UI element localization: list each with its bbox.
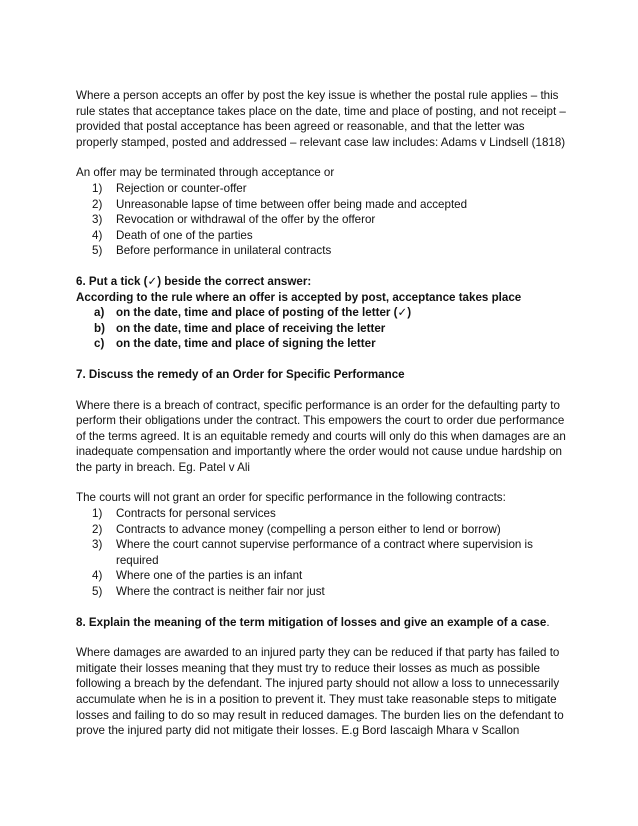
specific-performance-intro: The courts will not grant an order for specific performance in the following contracts:	[76, 491, 506, 505]
option-c: c) on the date, time and place of signing the letter	[94, 337, 376, 351]
list-item: 3) Where the court cannot supervise performance of a contract where supervision is required	[92, 538, 533, 567]
list-item: 2) Unreasonable lapse of time between offer being made and accepted	[92, 197, 468, 211]
question-6-options	[76, 305, 566, 352]
list-item: 4) Where one of the parties is an infant	[92, 569, 303, 583]
question-7-title: 7. Discuss the remedy of an Order for Specific Performance	[76, 367, 405, 381]
document-page	[76, 88, 566, 739]
option-a: a) on the date, time and place of posting of the letter (✓)	[94, 306, 412, 320]
specific-performance-list	[76, 506, 566, 600]
question-6-title: 6. Put a tick (✓) beside the correct answer:	[76, 274, 312, 288]
list-item: 1) Rejection or counter-offer	[92, 181, 247, 195]
question-6-stem: According to the rule where an offer is accepted by post, acceptance takes place	[76, 290, 522, 304]
option-b: b) on the date, time and place of receiving the letter	[94, 321, 386, 335]
postal-rule-paragraph: Where a person accepts an offer by post the key issue is whether the postal rule applies – this rule states that acceptance takes place on the date, time and place of posting, and not receipt – provided that postal acceptance has been agreed or reasonable, and that the letter was properly stamped, posted and addressed – relevant case law includes: Adams v Lindsell (1818)	[76, 89, 566, 149]
list-item: 4) Death of one of the parties	[92, 228, 253, 242]
list-item: 2) Contracts to advance money (compelling a person either to lend or borrow)	[92, 522, 501, 536]
list-item: 5) Before performance in unilateral contracts	[92, 244, 332, 258]
termination-intro: An offer may be terminated through acceptance or	[76, 166, 335, 180]
specific-performance-paragraph: Where there is a breach of contract, specific performance is an order for the defaulting party to perform their obligations under the contract. This empowers the court to order due performance of the terms agreed. It is an equitable remedy and courts will only do this when damages are an inadequate compensation and importantly where the order would not cause undue hardship on the party in breach. Eg. Patel v Ali	[76, 398, 566, 474]
question-8-title: 8. Explain the meaning of the term mitigation of losses and give an example of a case.	[76, 615, 550, 629]
list-item: 1) Contracts for personal services	[92, 507, 276, 521]
list-item: 5) Where the contract is neither fair nor just	[92, 585, 325, 599]
mitigation-paragraph: Where damages are awarded to an injured party they can be reduced if that party has failed to mitigate their losses meaning that they must try to reduce their losses as much as possible following a breach by the defendant. The injured party should not allow a loss to unnecessarily accumulate when he is in a position to prevent it. They must take reasonable steps to mitigate losses and failing to do so may result in reduced damages. The burden lies on the defendant to prove the injured party did not mitigate their losses. E.g Bord Iascaigh Mhara v Scallon	[76, 646, 564, 738]
termination-list	[76, 181, 566, 259]
list-item: 3) Revocation or withdrawal of the offer by the offeror	[92, 213, 376, 227]
